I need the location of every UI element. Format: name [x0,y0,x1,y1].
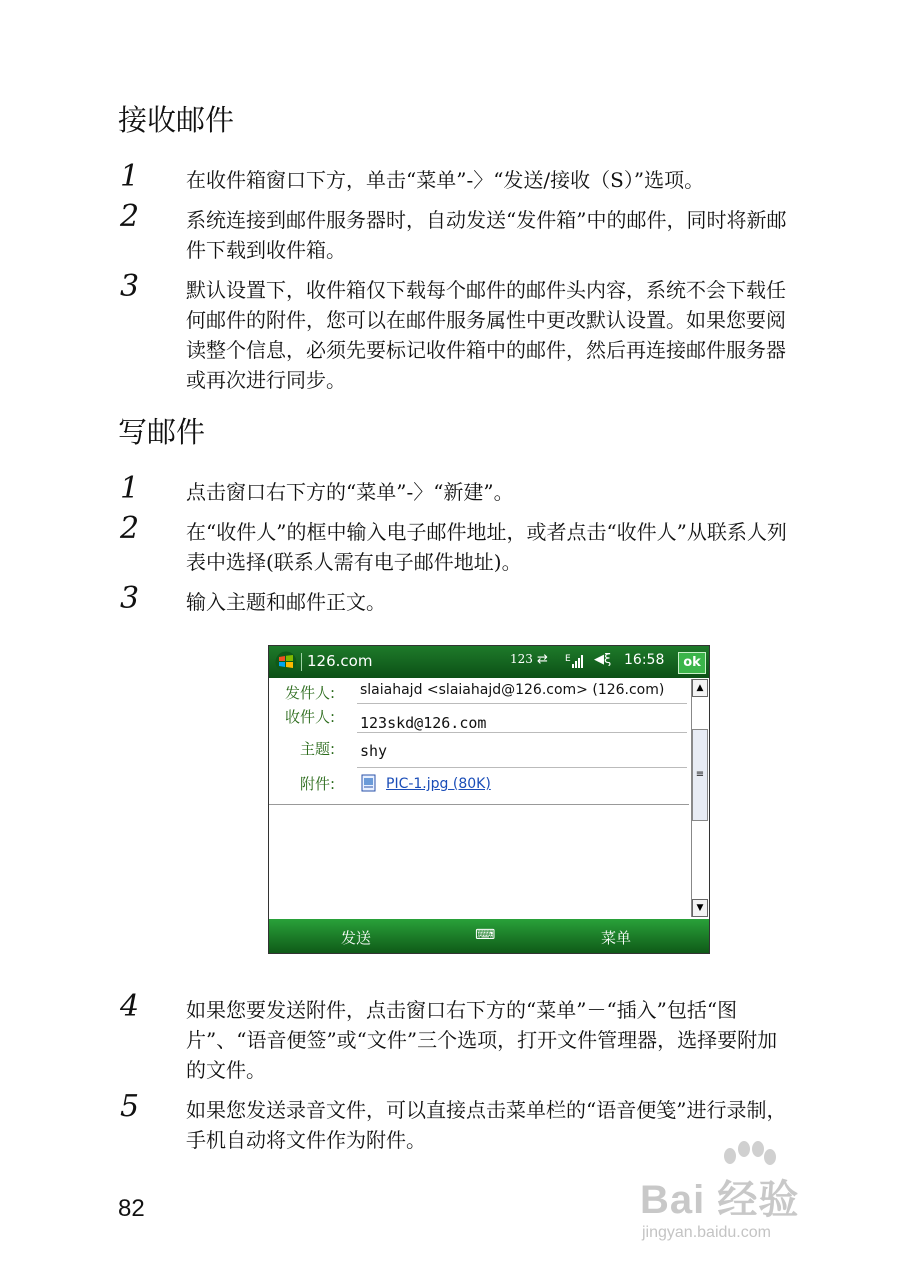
to-field[interactable]: 123skd@126.com [360,714,487,732]
page-number: 82 [118,1195,145,1222]
input-mode-indicator: 123 [510,652,533,666]
step-number: 2 [120,511,140,546]
clock[interactable]: 16:58 [624,652,665,668]
subject-row [269,733,689,767]
attachment-label: 附件: [299,775,335,793]
scroll-up-button[interactable]: ▲ [692,679,708,697]
attachment-link[interactable]: PIC-1.jpg (80K) [386,776,491,792]
carrier-title: 126.com [307,652,373,670]
windows-logo-icon[interactable] [275,651,297,673]
step-text: 在“收件人”的框中输入电子邮件地址，或者点击“收件人”从联系人列表中选择(联系人需有电子邮件地址)。 [186,520,787,574]
keyboard-icon[interactable]: ⌨ [475,927,496,943]
step-number: 1 [120,471,140,506]
to-label[interactable]: 收件人: [284,708,335,726]
baidu-watermark [640,1140,880,1250]
step-text: 如果您要发送附件，点击窗口右下方的“菜单”－“插入”包括“图片”、“语音便签”或“文件”三个选项，打开文件管理器，选择要附加的文件。 [186,998,778,1082]
step-number: 4 [120,989,140,1024]
send-softkey[interactable]: 发送 [341,929,372,947]
signal-icon[interactable] [565,652,585,674]
step-text: 系统连接到邮件服务器时，自动发送“发件箱”中的邮件，同时将新邮件下载到收件箱。 [186,208,787,262]
sync-icon[interactable]: ⇄ [537,652,548,667]
watermark-url: jingyan.baidu.com [642,1224,771,1241]
watermark-logo-text: Bai 经验 [640,1178,800,1222]
subject-label: 主题: [299,740,335,758]
attachment-icon [361,774,377,792]
from-value[interactable]: slaiahajd <slaiahajd@126.com> (126.com) [360,682,665,698]
section-title-receive: 接收邮件 [118,103,235,137]
menu-softkey[interactable]: 菜单 [601,929,632,947]
from-label: 发件人: [284,684,335,702]
from-row [269,680,689,704]
section-title-compose: 写邮件 [118,415,206,449]
status-bar [269,646,709,678]
step-number: 3 [120,581,140,616]
attachment-row [269,768,689,802]
step-text: 在收件箱窗口下方，单击“菜单”-〉“发送/接收（S）”选项。 [186,168,705,192]
soft-key-bar [269,919,709,953]
step-text: 如果您发送录音文件，可以直接点击菜单栏的“语音便笺”进行录制，手机自动将文件作为附件。 [186,1098,787,1152]
scroll-down-button[interactable]: ▼ [692,899,708,917]
volume-icon[interactable]: ◀ξ [594,652,612,667]
scrollbar[interactable] [691,679,708,917]
step-number: 1 [120,159,140,194]
subject-field[interactable]: shy [360,742,388,760]
status-separator [301,653,302,671]
step-text: 点击窗口右下方的“菜单”-〉“新建”。 [186,480,514,504]
phone-screenshot [268,645,710,954]
step-text: 默认设置下，收件箱仅下载每个邮件的邮件头内容，系统不会下载任何邮件的附件，您可以在邮件服务属性中更改默认设置。如果您要阅读整个信息，必须先要标记收件箱中的邮件，然后再连接邮件服务器或再次进行同步。 [186,278,786,392]
step-number: 5 [120,1089,140,1124]
step-number: 2 [120,199,140,234]
step-number: 3 [120,269,140,304]
scroll-thumb[interactable]: ≡ [692,729,708,821]
svg-text:E: E [565,654,571,664]
message-body[interactable] [269,805,689,917]
ok-button[interactable]: ok [678,652,706,674]
step-text: 输入主题和邮件正文。 [186,590,386,614]
